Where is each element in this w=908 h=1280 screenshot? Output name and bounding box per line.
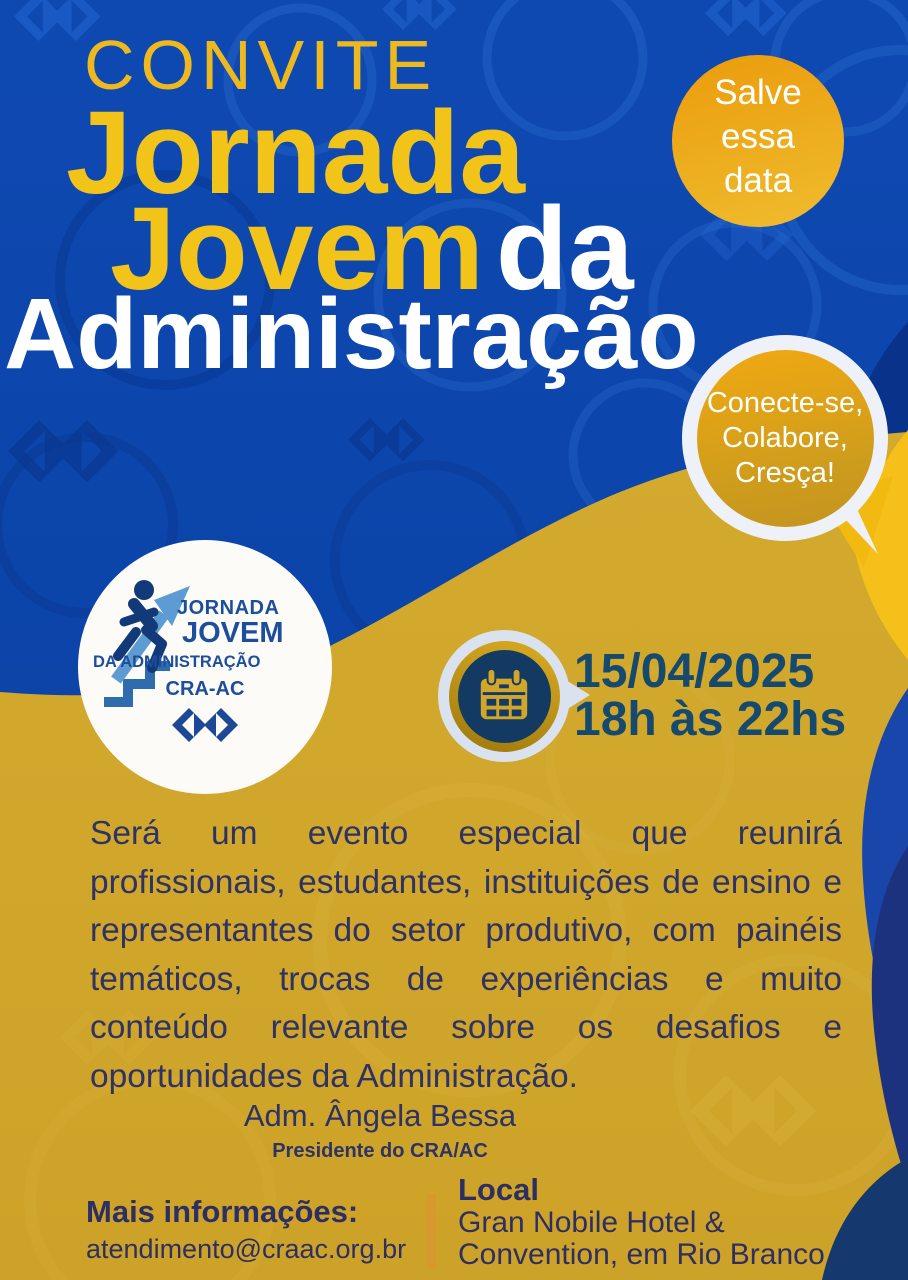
logo-text-jornada: JORNADA bbox=[177, 597, 280, 619]
speech-bubble bbox=[682, 335, 888, 541]
calendar-badge-navy-circle bbox=[458, 650, 551, 743]
calendar-badge-gold-ring bbox=[449, 641, 560, 752]
logo-text-cra-ac: CRA-AC bbox=[165, 678, 245, 700]
title-line-administracao: Administração bbox=[4, 278, 699, 390]
location-label: Local bbox=[458, 1172, 539, 1207]
title-line-jornada: Jornada bbox=[66, 87, 526, 219]
signature-name: Adm. Ângela Bessa bbox=[243, 1098, 517, 1133]
bubble-line: Conecte-se, bbox=[706, 386, 864, 419]
event-logo-circle bbox=[78, 540, 332, 794]
bubble-line: Colabore, bbox=[722, 421, 848, 454]
kicker-convite: CONVITE bbox=[84, 26, 438, 104]
cra-diamonds-icon bbox=[170, 708, 240, 742]
logo-text-da-administracao: DA ADMINISTRAÇÃO bbox=[93, 653, 261, 671]
signature-role: Presidente do CRA/AC bbox=[272, 1140, 488, 1162]
contact-email: atendimento@craac.org.br bbox=[86, 1234, 407, 1264]
speech-bubble-core bbox=[697, 350, 874, 527]
save-the-date-line: Salve bbox=[714, 73, 802, 112]
save-the-date-line: data bbox=[723, 161, 793, 200]
bubble-line: Cresça! bbox=[735, 456, 835, 489]
save-the-date-badge bbox=[672, 55, 844, 227]
title-word-da: da bbox=[495, 183, 634, 315]
logo-text-jovem: JOVEM bbox=[182, 617, 284, 649]
event-date: 15/04/2025 bbox=[574, 645, 815, 698]
footer-divider bbox=[427, 1194, 436, 1268]
calendar-badge bbox=[438, 630, 570, 762]
calendar-icon bbox=[475, 667, 533, 725]
title-word-jovem: Jovem bbox=[110, 183, 484, 315]
more-info-label: Mais informações: bbox=[86, 1194, 359, 1229]
save-the-date-line: essa bbox=[721, 117, 795, 156]
event-time: 18h às 22hs bbox=[574, 693, 847, 746]
location-line: Gran Nobile Hotel & bbox=[458, 1206, 725, 1239]
event-description: Será um evento especial que reunirá profissionais, estudantes, instituições de ensino e representantes do setor produtivo, com painéis temáticos, trocas de experiências e muito conteúdo relevante sobre os desafios e oportunidades da Administração. bbox=[90, 815, 842, 1095]
location-line: Convention, em Rio Branco. bbox=[458, 1238, 834, 1271]
